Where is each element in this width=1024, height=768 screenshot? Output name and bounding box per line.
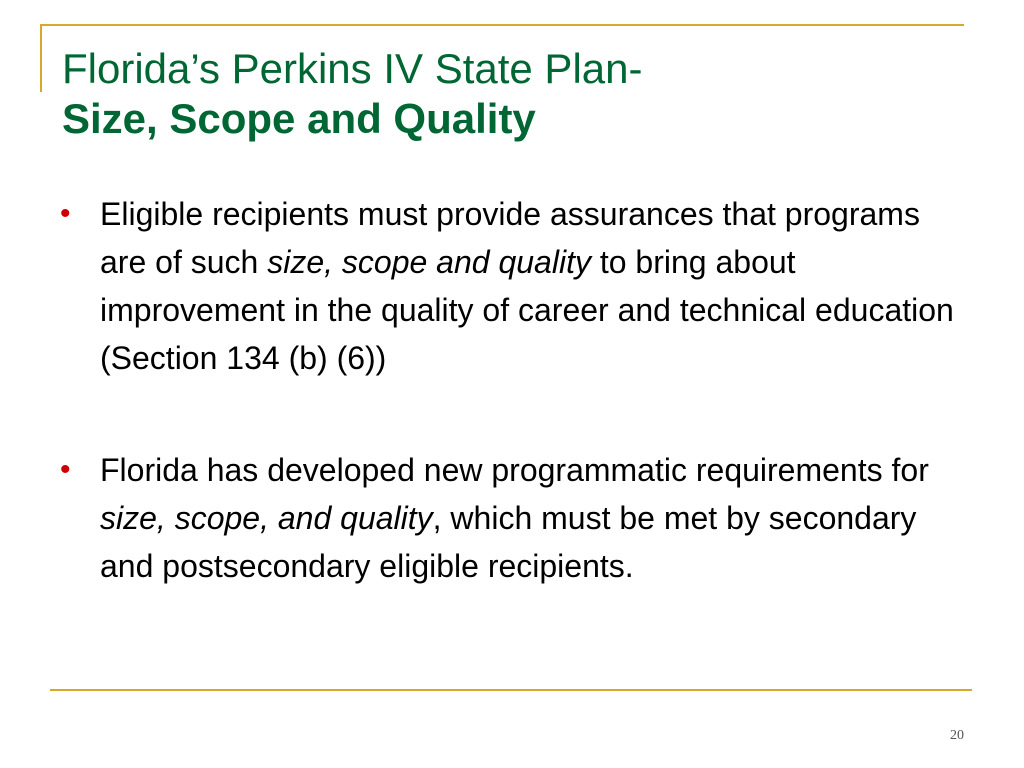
bullet-2-emphasis: size, scope, and quality [100, 500, 433, 536]
bullet-marker-1: • [60, 197, 71, 230]
bullet-2-text-after: , which must be met by secondary and postsecondary eligible recipients. [100, 500, 917, 584]
slide-number: 20 [950, 728, 964, 743]
slide-title-line-2: Size, Scope and Quality [62, 95, 536, 142]
left-accent-rule [40, 24, 42, 92]
slide-title [62, 44, 942, 144]
bullet-list [58, 190, 958, 590]
bottom-accent-rule [50, 689, 972, 691]
bullet-text-1 [100, 196, 954, 376]
bullet-1-emphasis: size, scope and quality [267, 244, 591, 280]
slide-title-line-1: Florida’s Perkins IV State Plan- [62, 45, 643, 92]
bullet-item-1 [58, 190, 958, 382]
bullet-1-text-before: Eligible recipients must provide assurances that programs are of such [100, 196, 920, 280]
bullet-item-2 [58, 446, 958, 590]
bullet-1-text-after: to bring about improvement in the quality of career and technical education (Section 134 (b) (6)) [100, 244, 954, 376]
bullet-text-2 [100, 452, 929, 584]
bullet-2-text-before: Florida has developed new programmatic requirements for [100, 452, 929, 488]
bullet-marker-2: • [60, 453, 71, 486]
top-accent-rule [40, 24, 964, 26]
